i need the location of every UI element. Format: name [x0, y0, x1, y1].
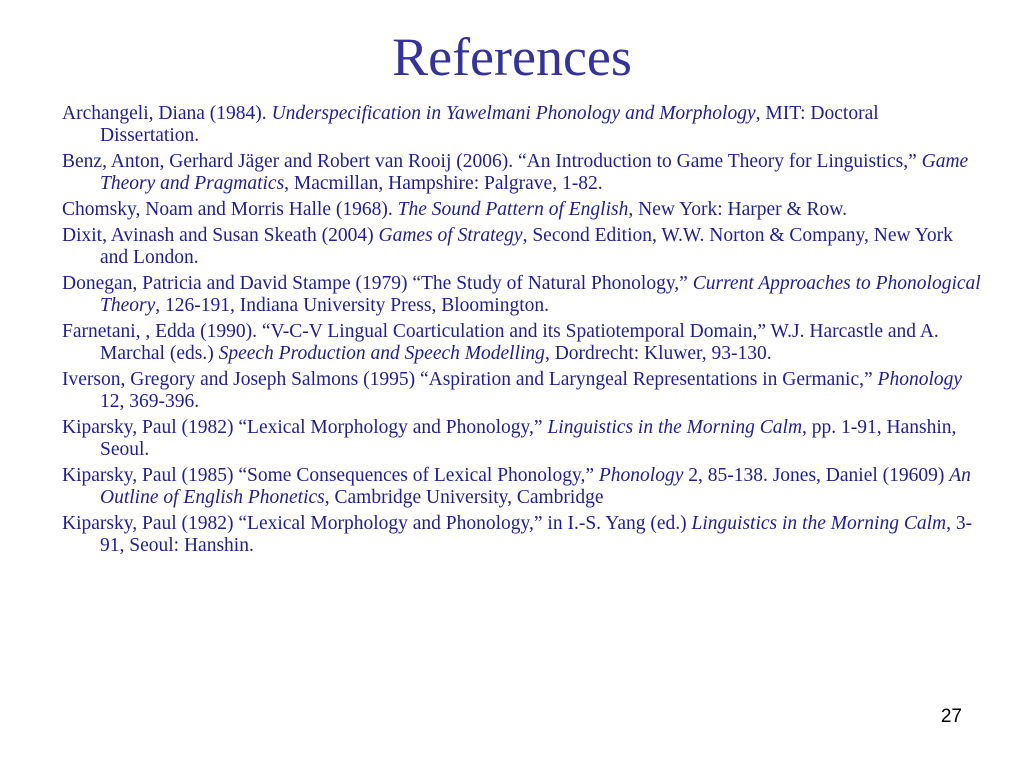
- reference-item: [62, 225, 982, 269]
- reference-text: Kiparsky, Paul (1982) “Lexical Morphology and Phonology,” in I.-S. Yang (ed.): [62, 513, 692, 534]
- reference-title: Phonology: [598, 465, 684, 486]
- slide-title: References: [392, 27, 632, 87]
- reference-text: Chomsky, Noam and Morris Halle (1968).: [62, 199, 398, 220]
- reference-item: [62, 103, 982, 147]
- reference-text: Benz, Anton, Gerhard Jäger and Robert van Rooij (2006). “An Introduction to Game Theory for Linguistics,”: [62, 151, 922, 172]
- reference-list: [62, 103, 982, 561]
- reference-text: 12, 369-396.: [100, 391, 200, 412]
- reference-title: Phonology: [877, 369, 963, 390]
- reference-title: Linguistics in the Morning Calm: [691, 513, 947, 534]
- reference-text: Dixit, Avinash and Susan Skeath (2004): [62, 225, 379, 246]
- reference-text: , New York: Harper & Row.: [628, 199, 847, 220]
- reference-item: [62, 513, 982, 557]
- reference-item: [62, 465, 982, 509]
- reference-text: , MIT: Doctoral Dissertation.: [100, 103, 879, 146]
- reference-title: Linguistics in the Morning Calm: [547, 417, 803, 438]
- reference-text: 2, 85-138. Jones, Daniel (19609): [683, 465, 950, 486]
- page-number: 27: [940, 706, 962, 727]
- reference-text: , Second Edition, W.W. Norton & Company, New York and London.: [100, 225, 953, 268]
- reference-text: Kiparsky, Paul (1982) “Lexical Morphology and Phonology,”: [62, 417, 548, 438]
- reference-text: Donegan, Patricia and David Stampe (1979) “The Study of Natural Phonology,”: [62, 273, 693, 294]
- reference-text: , 3-91, Seoul: Hanshin.: [100, 513, 973, 556]
- reference-item: [62, 321, 982, 365]
- reference-text: Farnetani, , Edda (1990). “V-C-V Lingual Coarticulation and its Spatiotemporal Domain,” W.J. Harcastle and A. Marchal (eds.): [62, 321, 939, 364]
- reference-item: [62, 369, 982, 413]
- reference-item: [62, 417, 982, 461]
- reference-item: [62, 273, 982, 317]
- reference-text: Archangeli, Diana (1984).: [62, 103, 272, 124]
- reference-title: Games of Strategy: [378, 225, 523, 246]
- reference-item: [62, 151, 982, 195]
- reference-title: The Sound Pattern of English: [397, 199, 629, 220]
- reference-text: , 126-191, Indiana University Press, Bloomington.: [155, 295, 550, 316]
- reference-text: Iverson, Gregory and Joseph Salmons (1995) “Aspiration and Laryngeal Representations in Germanic,”: [62, 369, 878, 390]
- reference-text: , Dordrecht: Kluwer, 93-130.: [544, 343, 772, 364]
- reference-text: , pp. 1-91, Hanshin, Seoul.: [100, 417, 957, 460]
- reference-title: Speech Production and Speech Modelling: [218, 343, 545, 364]
- reference-title: Underspecification in Yawelmani Phonology and Morphology: [271, 103, 756, 124]
- reference-text: , Macmillan, Hampshire: Palgrave, 1-82.: [284, 173, 603, 194]
- reference-title: Game Theory and Pragmatics: [100, 151, 969, 194]
- reference-text: , Cambridge University, Cambridge: [324, 487, 604, 508]
- reference-title: An Outline of English Phonetics: [100, 465, 971, 508]
- reference-text: Kiparsky, Paul (1985) “Some Consequences of Lexical Phonology,”: [62, 465, 599, 486]
- reference-item: [62, 199, 982, 221]
- reference-title: Current Approaches to Phonological Theory: [100, 273, 981, 316]
